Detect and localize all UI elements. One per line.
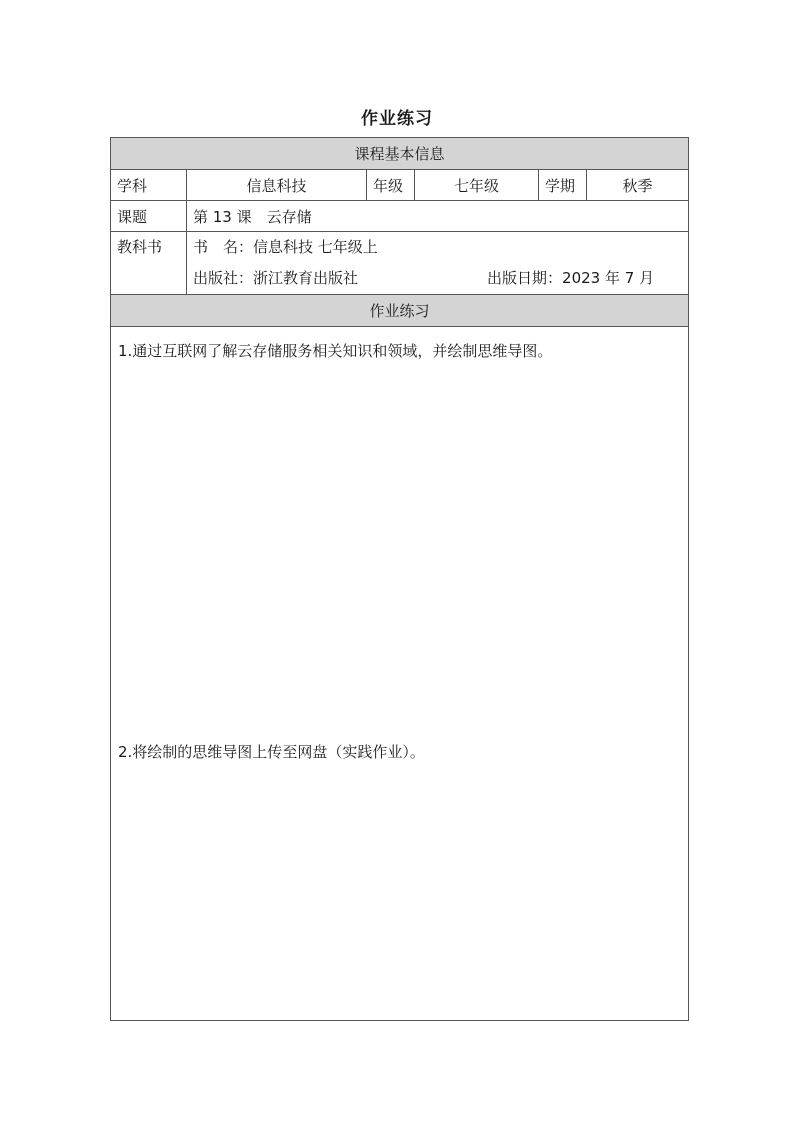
topic-label: 课题	[111, 201, 187, 232]
topic-value: 第 13 课 云存储	[187, 201, 689, 232]
subject-label: 学科	[111, 170, 187, 201]
publish-date: 出版日期：2023 年 7 月	[487, 269, 655, 287]
homework-body	[111, 327, 689, 1021]
grade-value: 七年级	[415, 170, 539, 201]
course-info-header: 课程基本信息	[111, 138, 689, 170]
subject-value: 信息科技	[187, 170, 367, 201]
term-label: 学期	[539, 170, 587, 201]
homework-table	[110, 137, 689, 1021]
textbook-label	[111, 232, 187, 295]
textbook-label-text: 教科书	[117, 238, 163, 256]
page-title: 作业练习	[361, 109, 433, 129]
term-value: 秋季	[587, 170, 689, 201]
book-name	[193, 232, 682, 263]
publisher-line	[193, 263, 682, 294]
grade-label: 年级	[367, 170, 415, 201]
homework-header: 作业练习	[111, 295, 689, 327]
question-2: 2.将绘制的思维导图上传至网盘（实践作业）。	[118, 743, 425, 761]
question-1: 1.通过互联网了解云存储服务相关知识和领域，并绘制思维导图。	[118, 342, 553, 360]
textbook-info	[187, 232, 689, 295]
publisher-text: 出版社：浙江教育出版社	[193, 269, 359, 287]
book-name-text: 书 名：信息科技 七年级上	[193, 238, 378, 256]
